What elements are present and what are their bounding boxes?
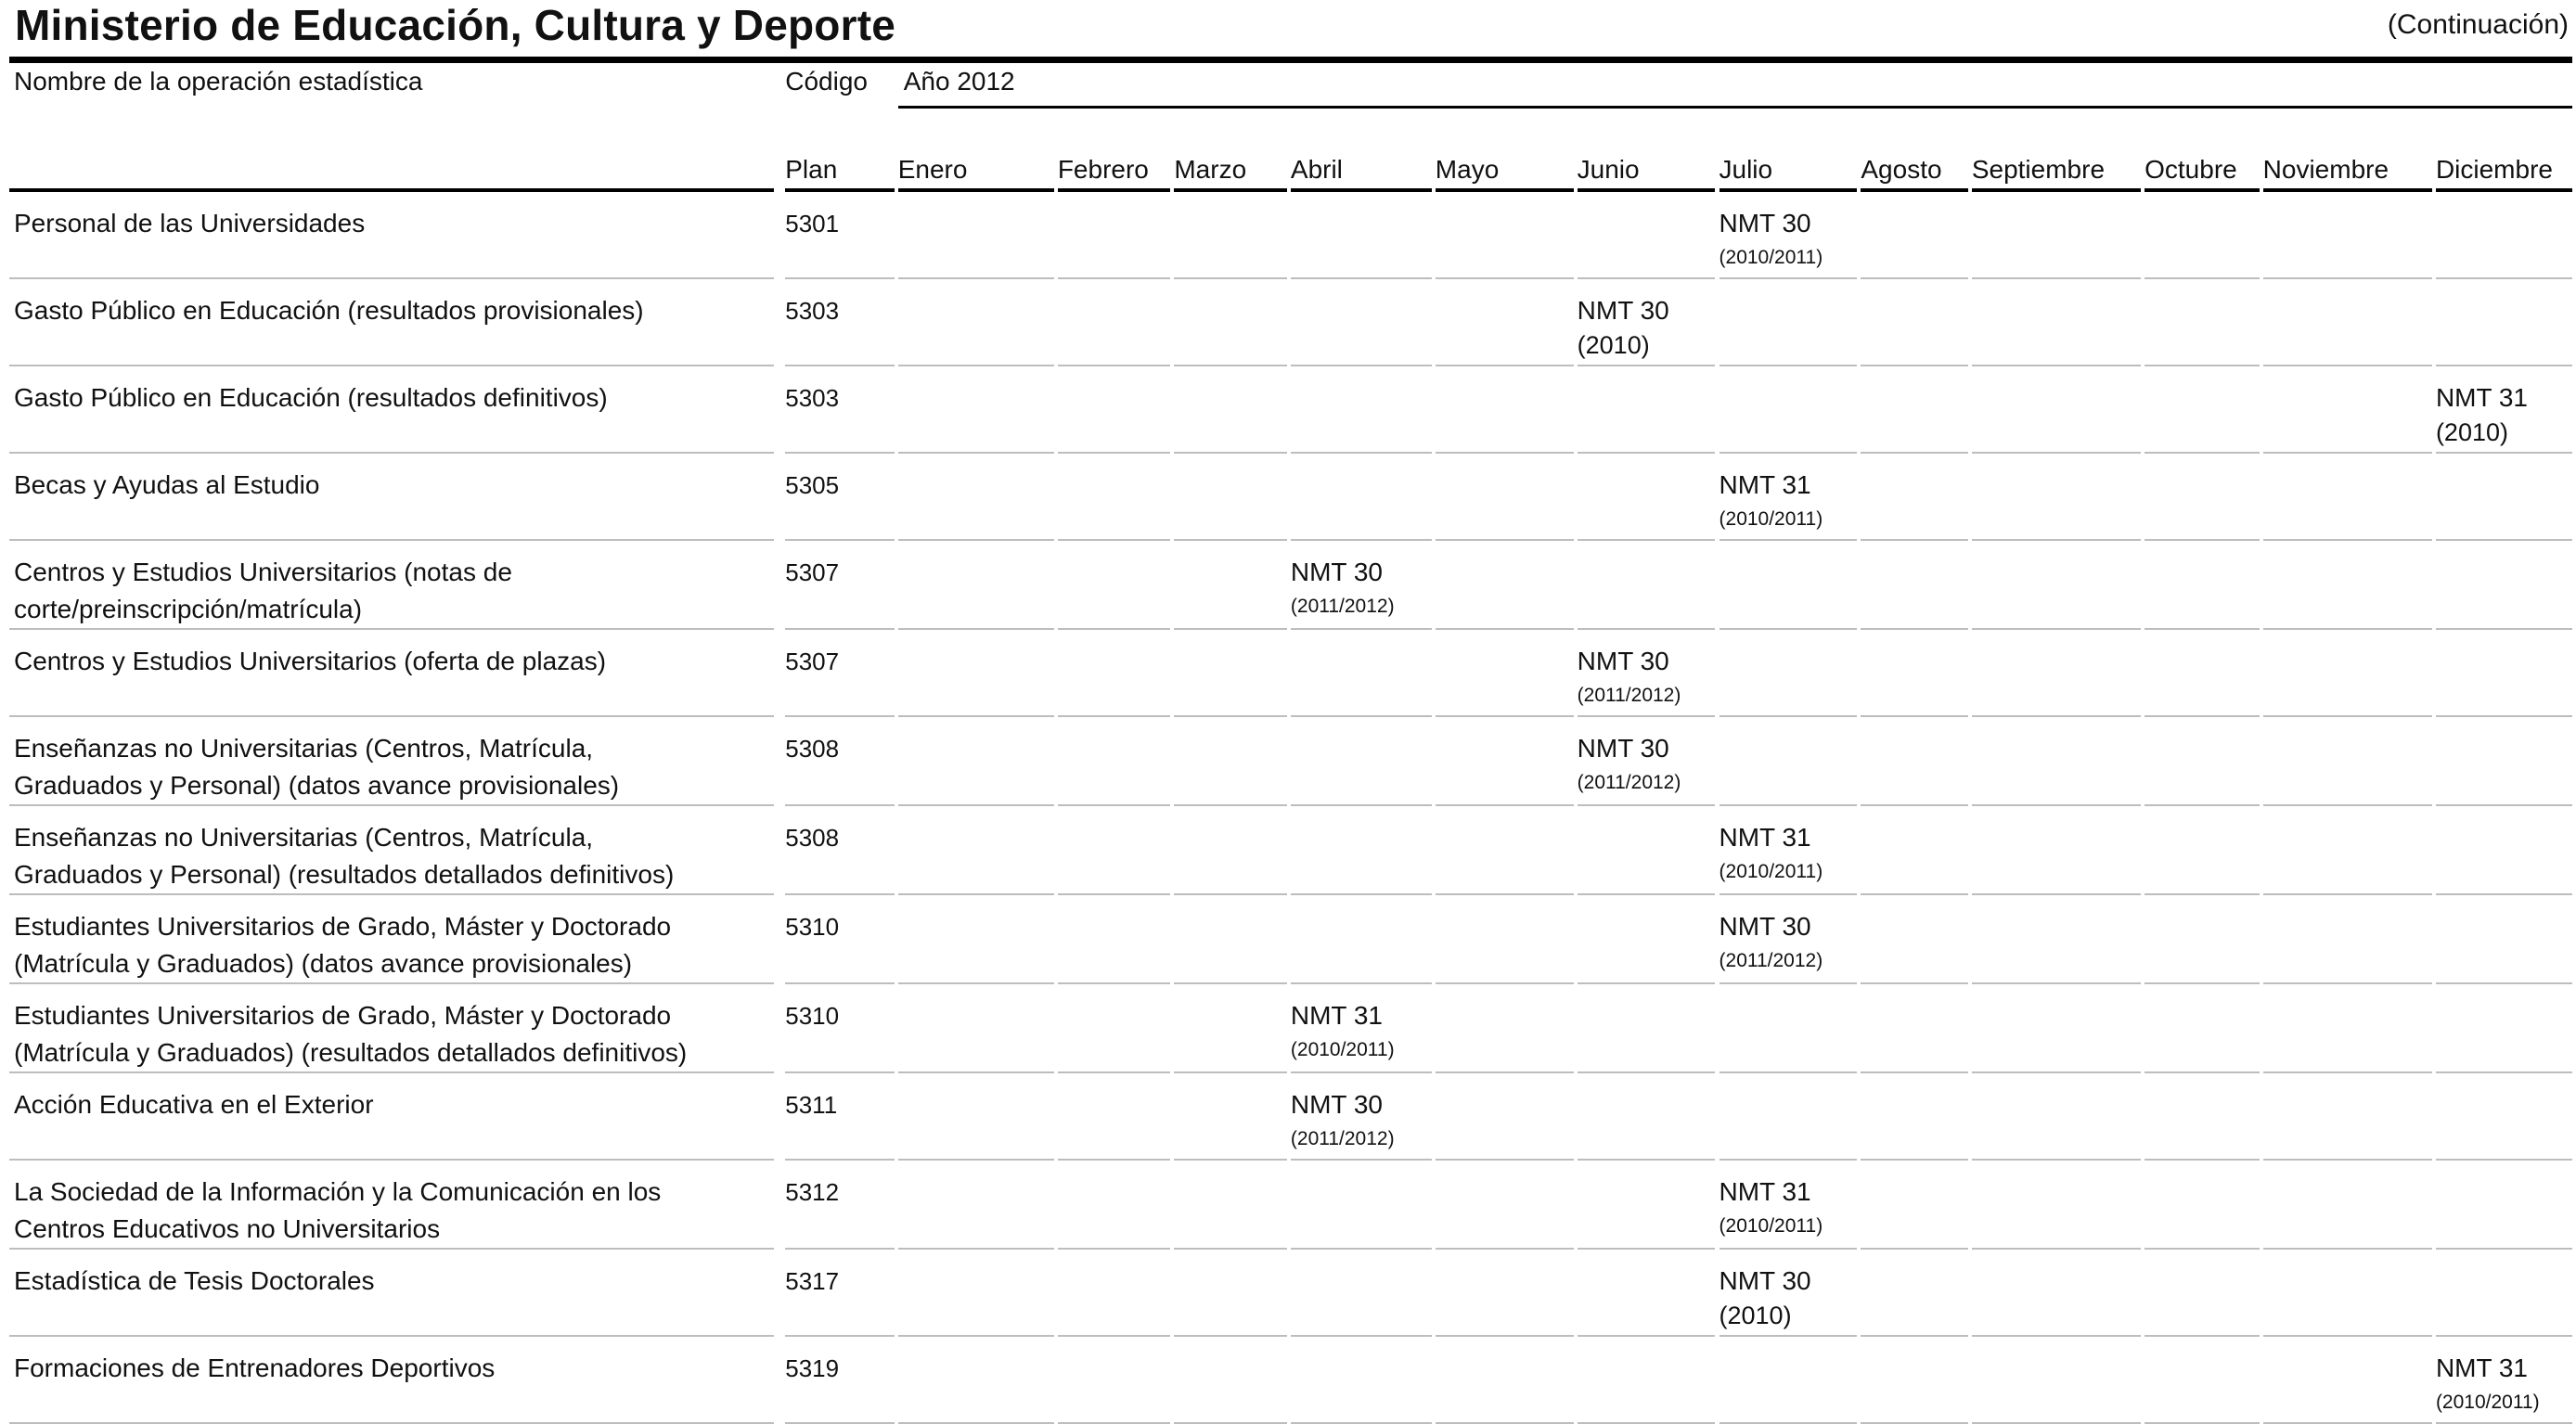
month-cell-enero — [898, 192, 1054, 279]
month-cell-diciembre — [2436, 717, 2572, 806]
month-cell-octubre — [2145, 630, 2260, 717]
table-row — [9, 192, 2572, 279]
table-row — [9, 806, 2572, 895]
month-cell-septiembre — [1972, 279, 2141, 366]
month-cell-noviembre — [2263, 541, 2432, 630]
month-cell-agosto — [1861, 717, 1967, 806]
release-code: NMT 31 — [1719, 470, 1811, 499]
operation-name — [9, 366, 774, 454]
month-cell-julio — [1719, 895, 1858, 984]
month-cell-mayo — [1436, 192, 1574, 279]
spacer — [774, 109, 785, 192]
plan-code: 5301 — [785, 192, 894, 279]
month-cell-mayo — [1436, 1073, 1574, 1161]
spacer — [774, 63, 785, 109]
month-cell-marzo — [1174, 630, 1286, 717]
month-cell-octubre — [2145, 1073, 2260, 1161]
month-cell-julio — [1719, 1073, 1858, 1161]
operation-name — [9, 279, 774, 366]
month-cell-junio — [1578, 366, 1716, 454]
month-header-noviembre: Noviembre — [2263, 109, 2432, 192]
operation-name-line: Centros y Estudios Universitarios (notas de — [14, 558, 512, 586]
month-cell-agosto — [1861, 895, 1967, 984]
spacer — [774, 984, 785, 1073]
month-cell-abril — [1291, 630, 1432, 717]
release-code: NMT 30 — [1719, 912, 1811, 941]
month-cell-junio — [1578, 717, 1716, 806]
operation-name-line: Enseñanzas no Universitarias (Centros, Matrícula, — [14, 734, 594, 763]
release-code: NMT 30 — [1719, 1266, 1811, 1295]
month-cell-abril — [1291, 454, 1432, 541]
month-cell-noviembre — [2263, 630, 2432, 717]
month-cell-noviembre — [2263, 366, 2432, 454]
table-row — [9, 1073, 2572, 1161]
month-cell-enero — [898, 630, 1054, 717]
table-row — [9, 895, 2572, 984]
plan-code: 5307 — [785, 630, 894, 717]
month-cell-julio — [1719, 366, 1858, 454]
operation-name-line: Estadística de Tesis Doctorales — [14, 1266, 375, 1295]
month-cell-julio — [1719, 630, 1858, 717]
month-cell-abril — [1291, 1250, 1432, 1337]
plan-code: 5319 — [785, 1337, 894, 1424]
month-cell-octubre — [2145, 454, 2260, 541]
operation-name-line: Enseñanzas no Universitarias (Centros, Matrícula, — [14, 823, 594, 852]
operation-name-line: La Sociedad de la Información y la Comunicación en los — [14, 1177, 662, 1206]
column-header-name-blank — [9, 109, 774, 192]
spacer — [774, 1250, 785, 1337]
spacer — [774, 192, 785, 279]
release-code: NMT 30 — [1577, 647, 1669, 675]
month-cell-noviembre — [2263, 717, 2432, 806]
month-cell-noviembre — [2263, 1161, 2432, 1250]
table-row — [9, 630, 2572, 717]
month-cell-agosto — [1861, 806, 1967, 895]
operation-name-line: (Matrícula y Graduados) (resultados detallados definitivos) — [14, 1038, 688, 1067]
month-header-septiembre: Septiembre — [1972, 109, 2141, 192]
spacer — [774, 366, 785, 454]
year-header: Año 2012 — [898, 63, 2572, 109]
operation-name-line: Formaciones de Entrenadores Deportivos — [14, 1353, 496, 1382]
month-header-mayo: Mayo — [1436, 109, 1574, 192]
month-cell-septiembre — [1972, 1161, 2141, 1250]
month-cell-agosto — [1861, 1161, 1967, 1250]
release-code: NMT 31 — [1290, 1001, 1383, 1030]
operation-name — [9, 541, 774, 630]
release-code: NMT 30 — [1577, 734, 1669, 763]
month-cell-febrero — [1058, 192, 1170, 279]
month-cell-julio — [1719, 806, 1858, 895]
month-cell-abril — [1291, 279, 1432, 366]
release-code: NMT 31 — [2435, 1353, 2529, 1382]
month-cell-enero — [898, 1250, 1054, 1337]
month-cell-abril — [1291, 366, 1432, 454]
reference-period: (2010) — [1577, 331, 1650, 359]
month-cell-agosto — [1861, 1073, 1967, 1161]
month-cell-febrero — [1058, 717, 1170, 806]
month-cell-agosto — [1861, 192, 1967, 279]
month-cell-marzo — [1174, 806, 1286, 895]
page-title: Ministerio de Educación, Cultura y Deporte — [15, 1, 895, 49]
operation-name — [9, 630, 774, 717]
table-row — [9, 454, 2572, 541]
month-cell-mayo — [1436, 717, 1574, 806]
month-cell-enero — [898, 895, 1054, 984]
month-cell-noviembre — [2263, 984, 2432, 1073]
month-header-abril: Abril — [1291, 109, 1432, 192]
month-cell-septiembre — [1972, 541, 2141, 630]
release-code: NMT 30 — [1577, 296, 1669, 325]
operation-name-line: corte/preinscripción/matrícula) — [14, 595, 363, 623]
spacer — [774, 1161, 785, 1250]
plan-code: 5308 — [785, 806, 894, 895]
month-cell-diciembre — [2436, 630, 2572, 717]
month-cell-agosto — [1861, 541, 1967, 630]
month-cell-enero — [898, 717, 1054, 806]
month-cell-febrero — [1058, 454, 1170, 541]
month-cell-agosto — [1861, 984, 1967, 1073]
operation-name-line: Becas y Ayudas al Estudio — [14, 470, 320, 499]
table-row — [9, 1250, 2572, 1337]
table-row — [9, 366, 2572, 454]
month-cell-octubre — [2145, 541, 2260, 630]
reference-period: (2010/2011) — [2435, 1392, 2540, 1413]
month-cell-febrero — [1058, 1250, 1170, 1337]
operation-name-line: (Matrícula y Graduados) (datos avance provisionales) — [14, 949, 633, 978]
month-cell-septiembre — [1972, 1250, 2141, 1337]
continuation-label: (Continuación) — [2387, 9, 2569, 40]
month-header-junio: Junio — [1578, 109, 1716, 192]
month-cell-junio — [1578, 541, 1716, 630]
month-cell-marzo — [1174, 1250, 1286, 1337]
month-cell-marzo — [1174, 1073, 1286, 1161]
operation-name — [9, 1161, 774, 1250]
month-cell-julio — [1719, 541, 1858, 630]
month-cell-enero — [898, 279, 1054, 366]
month-cell-mayo — [1436, 895, 1574, 984]
month-cell-marzo — [1174, 192, 1286, 279]
month-cell-junio — [1578, 1073, 1716, 1161]
month-cell-febrero — [1058, 279, 1170, 366]
plan-code: 5308 — [785, 717, 894, 806]
release-code: NMT 31 — [2435, 383, 2529, 412]
month-cell-junio — [1578, 806, 1716, 895]
month-cell-diciembre — [2436, 1250, 2572, 1337]
plan-code: 5307 — [785, 541, 894, 630]
month-cell-febrero — [1058, 806, 1170, 895]
month-cell-octubre — [2145, 717, 2260, 806]
operation-name — [9, 717, 774, 806]
operation-name-line: Gasto Público en Educación (resultados definitivos) — [14, 383, 608, 412]
spacer — [774, 806, 785, 895]
month-cell-febrero — [1058, 541, 1170, 630]
month-cell-noviembre — [2263, 1250, 2432, 1337]
operation-name — [9, 454, 774, 541]
month-cell-enero — [898, 454, 1054, 541]
month-cell-febrero — [1058, 1161, 1170, 1250]
spacer — [774, 717, 785, 806]
month-cell-septiembre — [1972, 806, 2141, 895]
month-cell-noviembre — [2263, 454, 2432, 541]
month-cell-enero — [898, 366, 1054, 454]
month-header-julio: Julio — [1719, 109, 1858, 192]
reference-period: (2010) — [1719, 1302, 1792, 1329]
month-cell-marzo — [1174, 541, 1286, 630]
reference-period: (2011/2012) — [1577, 685, 1681, 706]
reference-period: (2011/2012) — [1290, 596, 1395, 617]
month-cell-abril — [1291, 895, 1432, 984]
month-cell-noviembre — [2263, 279, 2432, 366]
month-cell-octubre — [2145, 1161, 2260, 1250]
month-cell-diciembre — [2436, 279, 2572, 366]
month-cell-noviembre — [2263, 1073, 2432, 1161]
spacer — [774, 454, 785, 541]
month-cell-febrero — [1058, 1073, 1170, 1161]
month-header-octubre: Octubre — [2145, 109, 2260, 192]
month-header-agosto: Agosto — [1861, 109, 1967, 192]
plan-code: 5303 — [785, 366, 894, 454]
month-cell-julio — [1719, 454, 1858, 541]
month-cell-marzo — [1174, 279, 1286, 366]
plan-code: 5317 — [785, 1250, 894, 1337]
month-cell-agosto — [1861, 630, 1967, 717]
month-cell-septiembre — [1972, 454, 2141, 541]
header-row-months — [9, 109, 2572, 192]
spacer — [774, 1073, 785, 1161]
month-cell-marzo — [1174, 1161, 1286, 1250]
month-cell-mayo — [1436, 1250, 1574, 1337]
month-cell-octubre — [2145, 366, 2260, 454]
column-header-code: Código — [785, 67, 868, 96]
month-header-diciembre: Diciembre — [2436, 109, 2572, 192]
plan-code: 5310 — [785, 895, 894, 984]
operation-name-line: Gasto Público en Educación (resultados provisionales) — [14, 296, 644, 325]
month-cell-agosto — [1861, 366, 1967, 454]
spacer — [774, 895, 785, 984]
reference-period: (2011/2012) — [1577, 772, 1681, 793]
month-cell-junio — [1578, 279, 1716, 366]
month-cell-septiembre — [1972, 630, 2141, 717]
month-cell-diciembre — [2436, 454, 2572, 541]
month-cell-julio — [1719, 279, 1858, 366]
month-cell-noviembre — [2263, 806, 2432, 895]
table-row — [9, 984, 2572, 1073]
month-cell-abril — [1291, 717, 1432, 806]
month-cell-julio — [1719, 717, 1858, 806]
operation-name-line: Acción Educativa en el Exterior — [14, 1090, 374, 1119]
operation-name — [9, 984, 774, 1073]
release-code: NMT 30 — [1719, 209, 1811, 237]
month-cell-mayo — [1436, 984, 1574, 1073]
month-cell-agosto — [1861, 1250, 1967, 1337]
month-cell-abril — [1291, 1073, 1432, 1161]
plan-code: 5312 — [785, 1161, 894, 1250]
month-cell-diciembre — [2436, 541, 2572, 630]
month-cell-octubre — [2145, 279, 2260, 366]
month-header-enero: Enero — [898, 109, 1054, 192]
month-cell-mayo — [1436, 279, 1574, 366]
operation-name-line: Estudiantes Universitarios de Grado, Máster y Doctorado — [14, 912, 672, 941]
column-header-name: Nombre de la operación estadística — [14, 67, 423, 96]
month-cell-diciembre — [2436, 895, 2572, 984]
reference-period: (2011/2012) — [1290, 1128, 1395, 1149]
month-cell-enero — [898, 806, 1054, 895]
month-cell-junio — [1578, 454, 1716, 541]
month-cell-julio — [1719, 984, 1858, 1073]
spacer — [774, 541, 785, 630]
month-cell-abril — [1291, 1161, 1432, 1250]
month-cell-mayo — [1436, 1161, 1574, 1250]
month-cell-agosto — [1861, 279, 1967, 366]
operation-name-line: Centros Educativos no Universitarios — [14, 1214, 441, 1243]
month-cell-octubre — [2145, 895, 2260, 984]
month-cell-septiembre — [1972, 192, 2141, 279]
month-cell-marzo — [1174, 895, 1286, 984]
reference-period: (2010/2011) — [1719, 508, 1823, 530]
month-cell-febrero — [1058, 366, 1170, 454]
month-cell-mayo — [1436, 541, 1574, 630]
month-cell-enero — [898, 984, 1054, 1073]
month-cell-enero — [898, 1073, 1054, 1161]
month-cell-febrero — [1058, 630, 1170, 717]
month-cell-junio — [1578, 630, 1716, 717]
month-cell-octubre — [2145, 192, 2260, 279]
month-cell-diciembre — [2436, 984, 2572, 1073]
month-cell-marzo — [1174, 717, 1286, 806]
month-cell-abril — [1291, 541, 1432, 630]
month-header-marzo: Marzo — [1174, 109, 1286, 192]
operation-name — [9, 1073, 774, 1161]
month-cell-abril — [1291, 192, 1432, 279]
operation-name-line: Graduados y Personal) (datos avance provisionales) — [14, 771, 620, 800]
month-cell-febrero — [1058, 984, 1170, 1073]
operation-name-line: Estudiantes Universitarios de Grado, Máster y Doctorado — [14, 1001, 672, 1030]
month-cell-noviembre — [2263, 192, 2432, 279]
month-cell-septiembre — [1972, 984, 2141, 1073]
month-cell-septiembre — [1972, 717, 2141, 806]
plan-code: 5303 — [785, 279, 894, 366]
reference-period: (2011/2012) — [1719, 950, 1823, 971]
month-cell-marzo — [1174, 366, 1286, 454]
title-rule — [9, 57, 2572, 63]
month-cell-enero — [898, 1161, 1054, 1250]
month-cell-junio — [1578, 1250, 1716, 1337]
month-cell-septiembre — [1972, 895, 2141, 984]
reference-period: (2010/2011) — [1719, 1215, 1823, 1237]
reference-period: (2010/2011) — [1719, 861, 1823, 882]
reference-period: (2010/2011) — [1290, 1039, 1395, 1060]
month-cell-diciembre — [2436, 806, 2572, 895]
operation-name-line: Personal de las Universidades — [14, 209, 366, 237]
spacer — [774, 630, 785, 717]
operation-name — [9, 192, 774, 279]
month-cell-junio — [1578, 192, 1716, 279]
month-cell-diciembre — [2436, 192, 2572, 279]
month-cell-mayo — [1436, 454, 1574, 541]
operation-name — [9, 895, 774, 984]
operation-name-line: Centros y Estudios Universitarios (oferta de plazas) — [14, 647, 607, 675]
month-cell-junio — [1578, 1161, 1716, 1250]
month-cell-marzo — [1174, 984, 1286, 1073]
month-cell-septiembre — [1972, 366, 2141, 454]
column-header-plan: Plan — [785, 109, 894, 192]
reference-period: (2010/2011) — [1719, 247, 1823, 268]
month-cell-mayo — [1436, 630, 1574, 717]
month-header-febrero: Febrero — [1058, 109, 1170, 192]
release-code: NMT 30 — [1290, 558, 1383, 586]
month-cell-diciembre — [2436, 1161, 2572, 1250]
month-cell-julio — [1719, 192, 1858, 279]
month-cell-julio — [1719, 1250, 1858, 1337]
operation-name — [9, 1250, 774, 1337]
table-row — [9, 541, 2572, 630]
month-cell-enero — [898, 541, 1054, 630]
month-cell-octubre — [2145, 806, 2260, 895]
month-cell-abril — [1291, 984, 1432, 1073]
release-code: NMT 31 — [1719, 1177, 1811, 1206]
month-cell-febrero — [1058, 895, 1170, 984]
month-cell-mayo — [1436, 806, 1574, 895]
plan-code: 5305 — [785, 454, 894, 541]
month-cell-abril — [1291, 806, 1432, 895]
month-cell-agosto — [1861, 454, 1967, 541]
month-cell-julio — [1719, 1161, 1858, 1250]
month-cell-septiembre — [1972, 1073, 2141, 1161]
operation-name — [9, 806, 774, 895]
month-cell-junio — [1578, 895, 1716, 984]
month-cell-diciembre — [2436, 1073, 2572, 1161]
month-cell-junio — [1578, 984, 1716, 1073]
month-cell-mayo — [1436, 366, 1574, 454]
reference-period: (2010) — [2435, 418, 2508, 446]
table-row — [9, 1161, 2572, 1250]
plan-code: 5311 — [785, 1073, 894, 1161]
plan-code: 5310 — [785, 984, 894, 1073]
table-row — [9, 717, 2572, 806]
spacer — [774, 279, 785, 366]
month-cell-diciembre — [2436, 366, 2572, 454]
operation-name-line: Graduados y Personal) (resultados detallados definitivos) — [14, 860, 675, 889]
month-cell-noviembre — [2263, 895, 2432, 984]
month-cell-octubre — [2145, 1250, 2260, 1337]
statistics-calendar-table — [9, 63, 2572, 1424]
release-code: NMT 31 — [1719, 823, 1811, 852]
month-cell-marzo — [1174, 454, 1286, 541]
release-code: NMT 30 — [1290, 1090, 1383, 1119]
header-row-top — [9, 63, 2572, 109]
table-row — [9, 279, 2572, 366]
month-cell-octubre — [2145, 984, 2260, 1073]
